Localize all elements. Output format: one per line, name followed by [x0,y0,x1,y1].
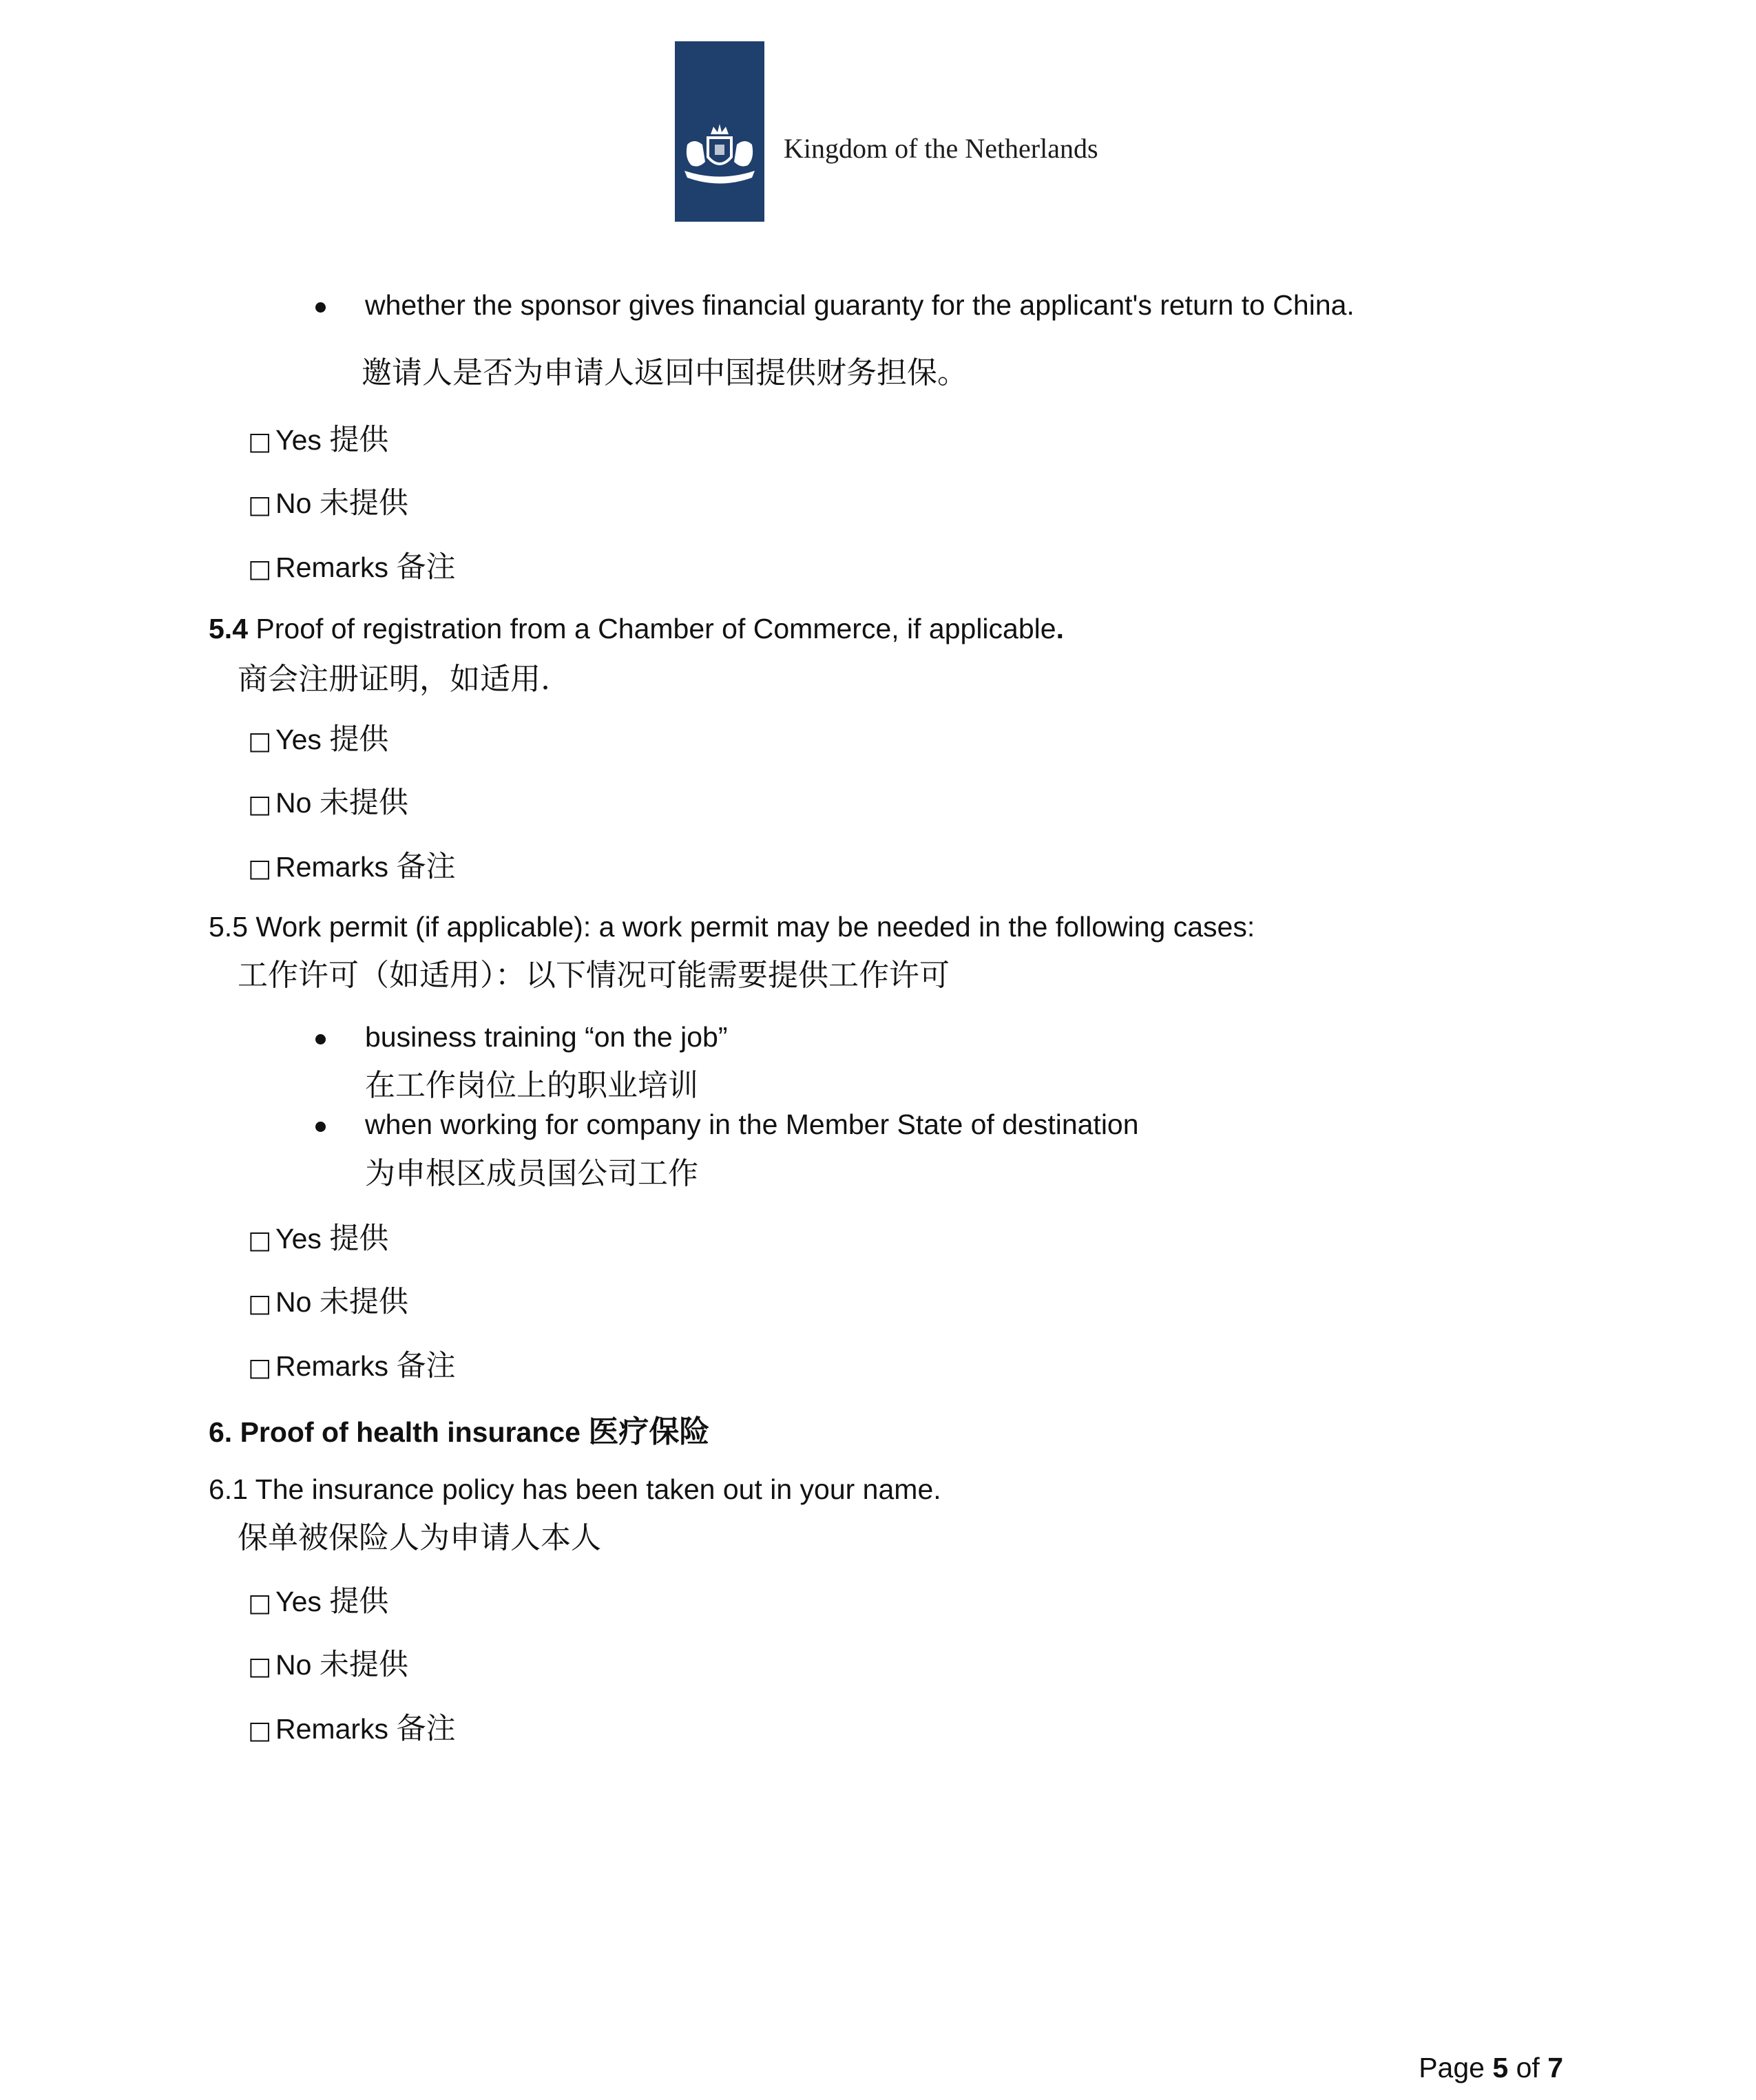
option-remarks[interactable]: □ Remarks 备注 [248,1712,456,1746]
option-remarks[interactable]: □ Remarks 备注 [248,1349,456,1383]
section-6-heading: 6. Proof of health insurance 医疗保险 [209,1414,710,1449]
checkbox-icon[interactable]: □ [248,727,272,755]
section-6-1-title-cn: 保单被保险人为申请人本人 [238,1520,601,1555]
royal-coat-of-arms-icon [675,41,764,222]
checkbox-icon[interactable]: □ [248,428,272,456]
bullet-text-training-cn: 在工作岗位上的职业培训 [365,1068,698,1103]
section-5-5-title: 5.5 Work permit (if applicable): a work permit may be needed in the following cases: [209,911,1255,943]
checkbox-icon[interactable]: □ [248,555,272,583]
option-yes[interactable]: □ Yes 提供 [248,1584,389,1619]
page-number: Page 5 of 7 [1419,2052,1563,2083]
checkbox-icon[interactable]: □ [248,1716,272,1745]
checkbox-icon[interactable]: □ [248,790,272,819]
checkbox-icon[interactable]: □ [248,1589,272,1617]
option-no[interactable]: □ No 未提供 [248,1648,408,1682]
checkbox-icon[interactable]: □ [248,1354,272,1382]
section-5-4-title: 5.4 Proof of registration from a Chamber of Commerce, if applicable. [209,613,1064,644]
option-no[interactable]: □ No 未提供 [248,786,408,820]
bullet-dot [315,1034,326,1044]
option-remarks[interactable]: □ Remarks 备注 [248,850,456,884]
section-6-1-title: 6.1 The insurance policy has been taken out in your name. [209,1473,941,1505]
checkbox-icon[interactable]: □ [248,491,272,519]
checkbox-icon[interactable]: □ [248,854,272,883]
bullet-text-financial-guaranty: whether the sponsor gives financial guaranty for the applicant's return to China. [365,289,1355,321]
checkbox-icon[interactable]: □ [248,1226,272,1254]
checkbox-icon[interactable]: □ [248,1290,272,1318]
netherlands-logo-emblem [675,41,764,222]
bullet-text-working: when working for company in the Member State of destination [365,1109,1139,1140]
section-5-5-title-cn: 工作许可（如适用）：以下情况可能需要提供工作许可 [238,958,950,993]
checkbox-icon[interactable]: □ [248,1652,272,1681]
bullet-dot [315,302,326,313]
bullet-dot [315,1122,326,1132]
bullet-text-training: business training “on the job” [365,1021,728,1053]
option-no[interactable]: □ No 未提供 [248,486,408,521]
option-no[interactable]: □ No 未提供 [248,1285,408,1319]
option-yes[interactable]: □ Yes 提供 [248,722,389,757]
bullet-text-working-cn: 为申根区成员国公司工作 [365,1156,698,1191]
option-yes[interactable]: □ Yes 提供 [248,1221,389,1256]
logo-title: Kingdom of the Netherlands [784,133,1098,164]
section-5-4-title-cn: 商会注册证明，如适用. [238,662,550,697]
option-remarks[interactable]: □ Remarks 备注 [248,550,456,585]
option-yes[interactable]: □ Yes 提供 [248,423,389,457]
bullet-text-financial-guaranty-cn: 邀请人是否为申请人返回中国提供财务担保。 [362,355,968,390]
